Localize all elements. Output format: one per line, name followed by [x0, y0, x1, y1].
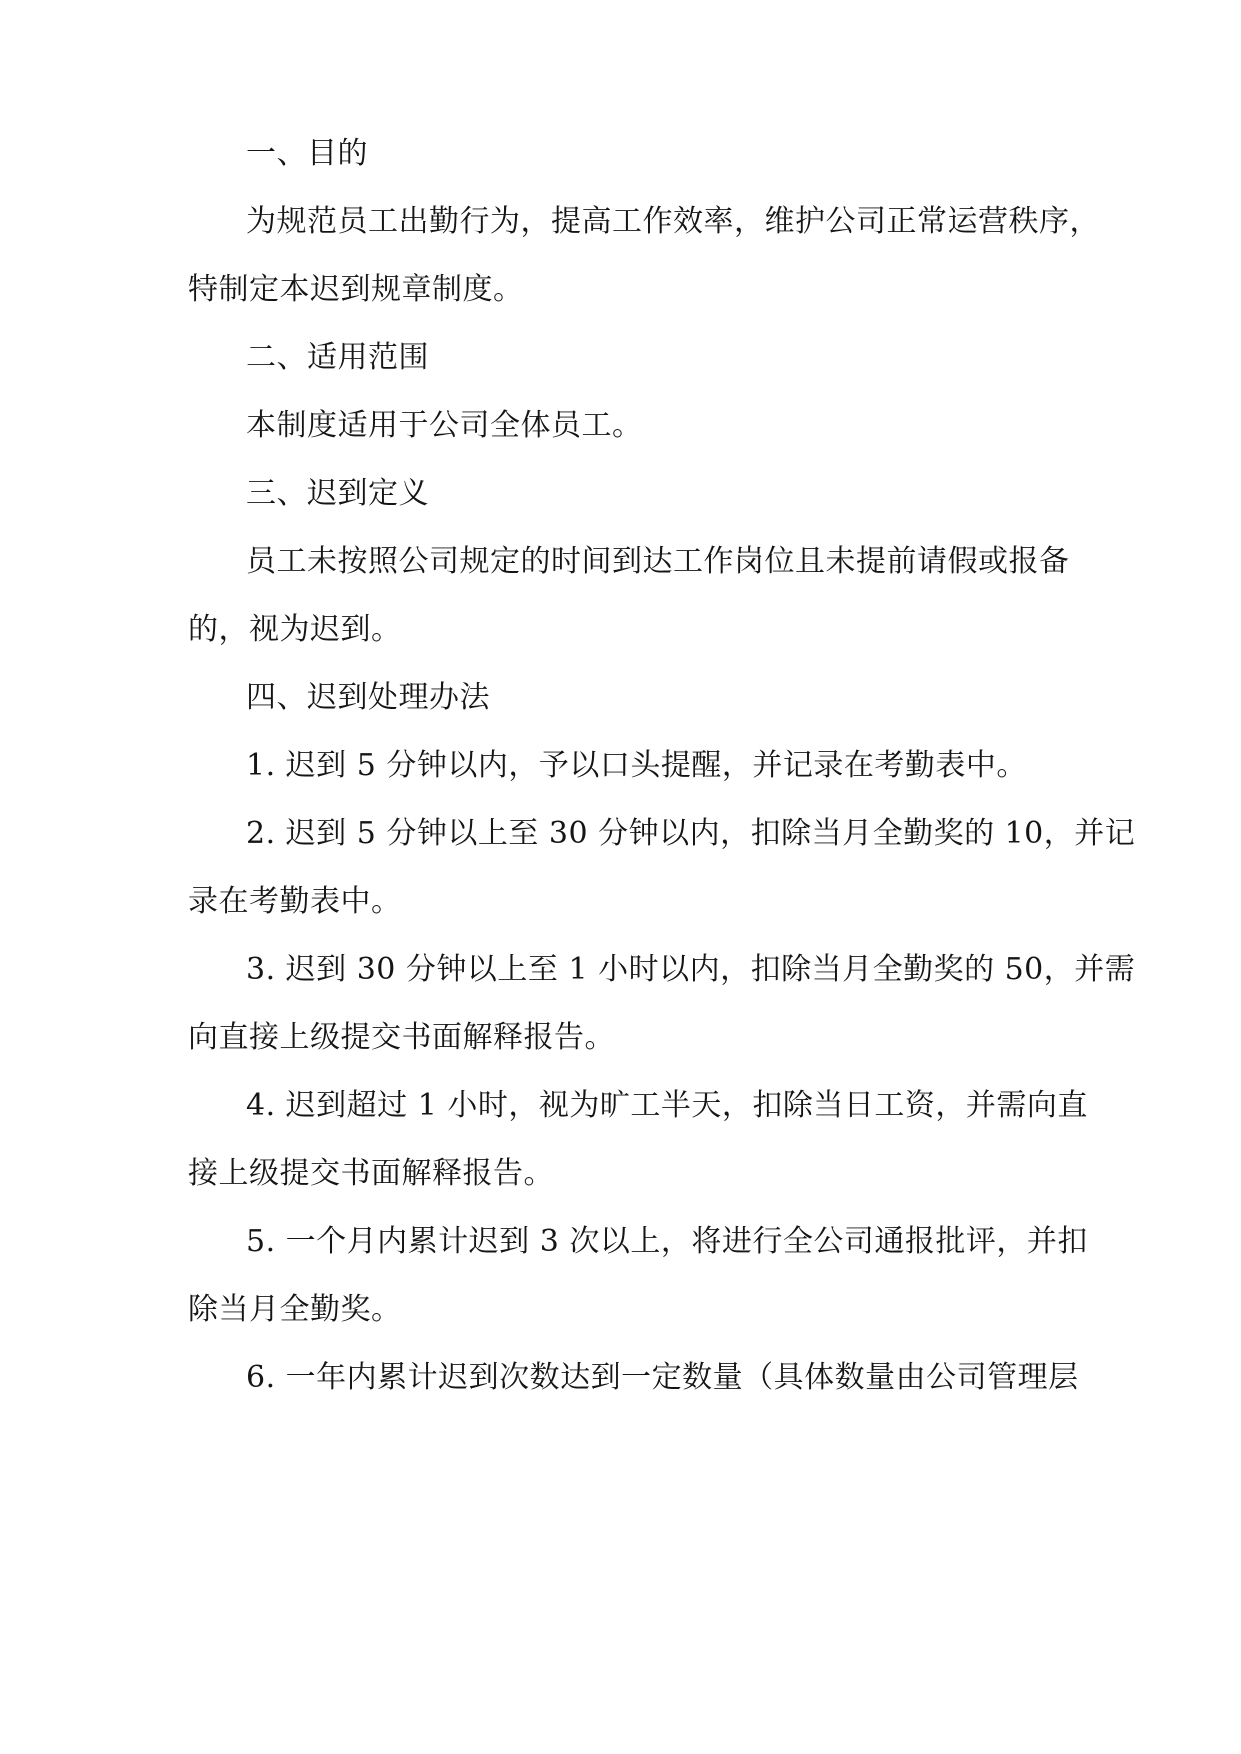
section-heading-handling: 四、迟到处理办法 — [246, 680, 490, 715]
paragraph-line: 的，视为迟到。 — [188, 612, 402, 647]
list-item-4-continuation: 接上级提交书面解释报告。 — [188, 1156, 554, 1191]
list-item-5-continuation: 除当月全勤奖。 — [188, 1292, 402, 1327]
section-heading-purpose: 一、目的 — [246, 136, 368, 171]
section-heading-definition: 三、迟到定义 — [246, 476, 429, 511]
paragraph-line: 本制度适用于公司全体员工。 — [246, 408, 643, 443]
list-item-6: 6. 一年内累计迟到次数达到一定数量（具体数量由公司管理层 — [246, 1360, 1079, 1395]
list-item-5: 5. 一个月内累计迟到 3 次以上，将进行全公司通报批评，并扣 — [246, 1224, 1088, 1259]
list-item-2-continuation: 录在考勤表中。 — [188, 884, 402, 919]
paragraph-line: 员工未按照公司规定的时间到达工作岗位且未提前请假或报备 — [246, 544, 1070, 579]
paragraph-line: 为规范员工出勤行为，提高工作效率，维护公司正常运营秩序， — [246, 204, 1100, 239]
list-item-3-continuation: 向直接上级提交书面解释报告。 — [188, 1020, 615, 1055]
list-item-4: 4. 迟到超过 1 小时，视为旷工半天，扣除当日工资，并需向直 — [246, 1088, 1088, 1123]
list-item-1: 1. 迟到 5 分钟以内，予以口头提醒，并记录在考勤表中。 — [246, 748, 1027, 783]
list-item-2: 2. 迟到 5 分钟以上至 30 分钟以内，扣除当月全勤奖的 10，并记 — [246, 816, 1136, 851]
section-heading-scope: 二、适用范围 — [246, 340, 429, 375]
paragraph-line: 特制定本迟到规章制度。 — [188, 272, 524, 307]
list-item-3: 3. 迟到 30 分钟以上至 1 小时以内，扣除当月全勤奖的 50，并需 — [246, 952, 1136, 987]
